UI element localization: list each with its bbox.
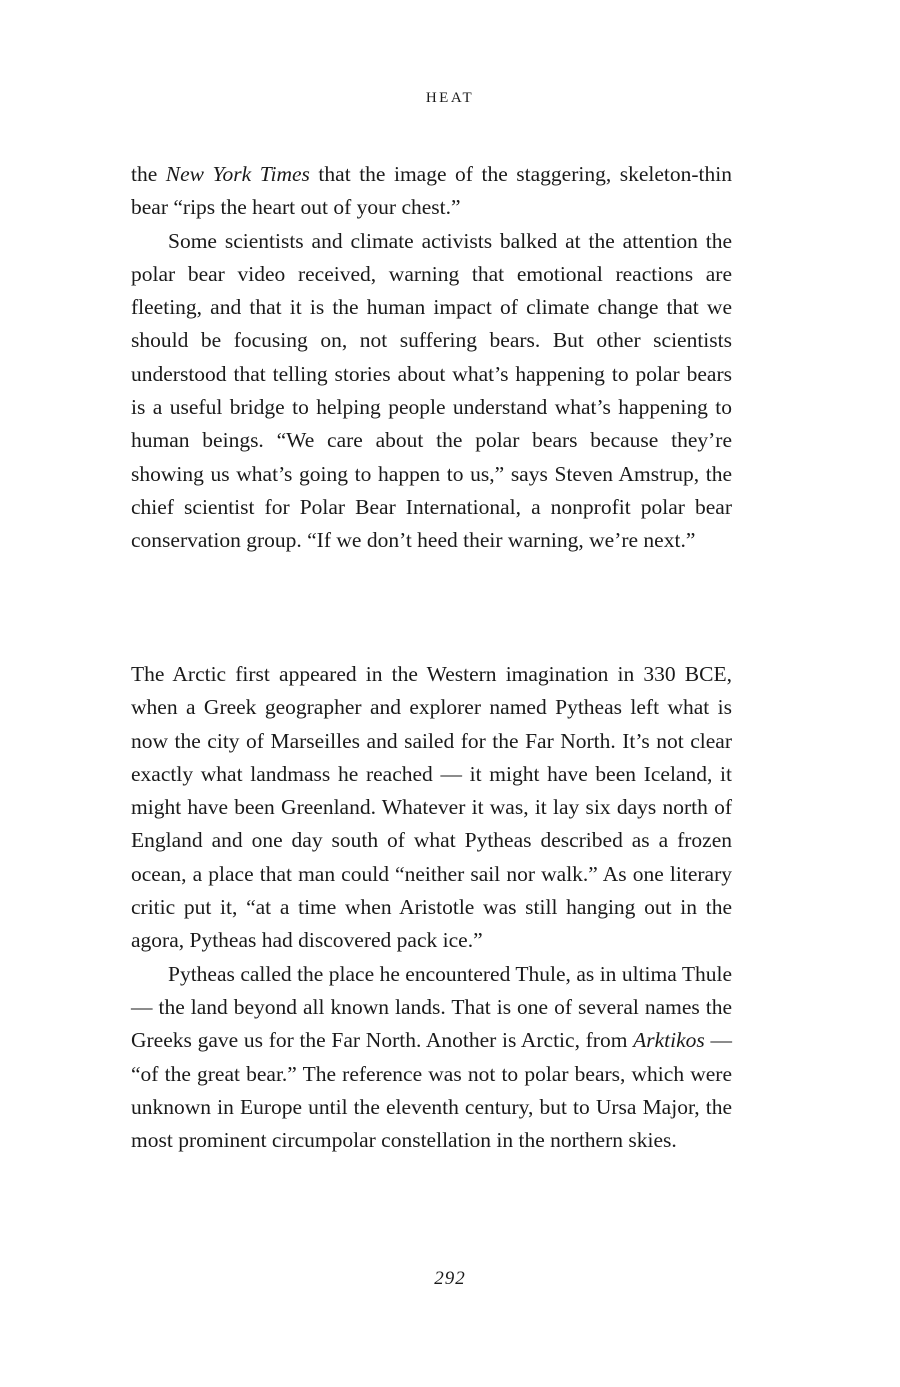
text-section-1 xyxy=(131,158,732,558)
running-head: HEAT xyxy=(425,90,475,106)
page-number: 292 xyxy=(434,1268,466,1289)
text-section-2 xyxy=(131,658,732,1157)
paragraph-text: Pytheas called the place he encountered Thule, as in ultima Thule — the land beyond all known lands. That is one of several names the Greeks gave us for the Far North. Another is Arctic, from xyxy=(131,961,732,1053)
paragraph-text: the xyxy=(131,162,166,186)
paragraph: The Arctic first appeared in the Western imagination in 330 BCE, when a Greek geographer and explorer named Pytheas left what is now the city of Marseilles and sailed for the Far North. It’s not clear exactly what landmass he reached — it might have been Iceland, it might have been Greenland. Whatever it was, it lay six days north of England and one day south of what Pytheas described as a frozen ocean, a place that man could “neither sail nor walk.” As one literary critic put it, “at a time when Aristotle was still hanging out in the agora, Pytheas had discovered pack ice.” xyxy=(131,662,732,953)
paragraph xyxy=(131,958,732,1158)
paragraph-text: — “of the great bear.” The reference was not to polar bears, which were unknown in Europe until the eleventh century, but to Ursa Major, the most prominent circumpolar constellation in the northern skies. xyxy=(131,1028,732,1153)
paragraph: Some scientists and climate activists balked at the attention the polar bear video received, warning that emotional reactions are fleeting, and that it is the human impact of climate change that we should be focusing on, not suffering bears. But other scientists understood that telling stories about what’s happening to polar bears is a useful bridge to helping people understand what’s happening to human beings. “We care about the polar bears because they’re showing us what’s going to happen to us,” says Steven Amstrup, the chief scientist for Polar Bear International, a nonprofit polar bear conservation group. “If we don’t heed their warning, we’re next.” xyxy=(131,228,732,553)
italic-term: Arktikos xyxy=(633,1028,705,1053)
italic-title: New York Times xyxy=(165,162,310,186)
paragraph xyxy=(131,158,732,225)
paragraph-text: that the image of the staggering, skeleton-thin bear “rips the heart out of your chest.” xyxy=(131,162,732,220)
